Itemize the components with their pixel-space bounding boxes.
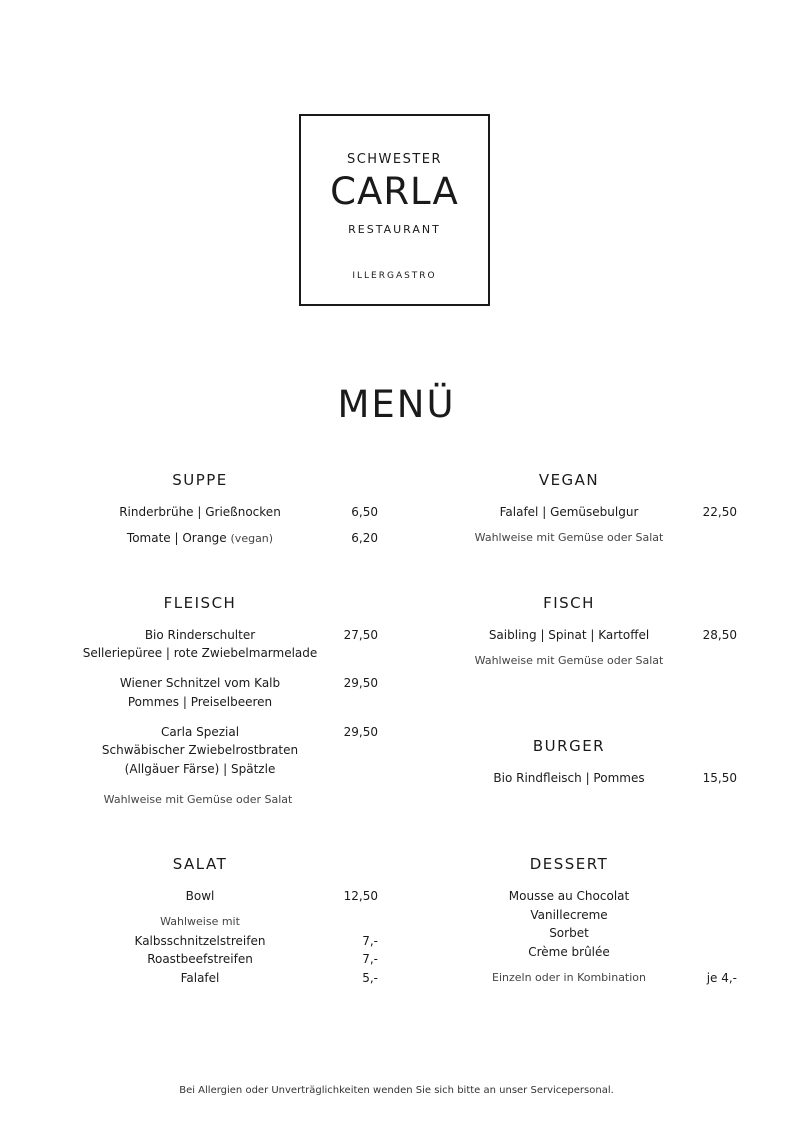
- menu-item-name: Bowl: [185, 889, 215, 903]
- extra-item-name: Kalbsschnitzelstreifen: [134, 934, 266, 948]
- menu-item-description: (Allgäuer Färse) | Spätzle: [124, 762, 276, 776]
- menu-item-price: 22,50: [702, 505, 737, 519]
- dessert-item: Mousse au Chocolat: [508, 889, 630, 903]
- menu-item-price: 27,50: [343, 628, 378, 642]
- menu-item-name: Carla Spezial: [160, 725, 240, 739]
- extra-item-price: 7,-: [362, 934, 378, 948]
- side-option-note: Wahlweise mit Gemüse oder Salat: [103, 793, 293, 806]
- menu-item-description: Pommes | Preiselbeeren: [127, 695, 273, 709]
- dessert-item: Sorbet: [549, 926, 589, 940]
- menu-item-price: 15,50: [702, 771, 737, 785]
- dessert-item: Crème brûlée: [528, 945, 610, 959]
- logo-line-schwester: SCHWESTER: [346, 152, 443, 167]
- side-option-note: Wahlweise mit Gemüse oder Salat: [474, 654, 664, 667]
- menu-item-price: 29,50: [343, 676, 378, 690]
- restaurant-logo: [299, 114, 490, 306]
- dessert-item: Vanillecreme: [530, 908, 608, 922]
- menu-item-price: 12,50: [343, 889, 378, 903]
- menu-item-price: 6,20: [351, 531, 378, 545]
- menu-item-name: Bio Rindfleisch | Pommes: [493, 771, 645, 785]
- menu-item: [80, 531, 320, 546]
- menu-item-name: Tomate | Orange: [126, 531, 227, 545]
- section-title-burger: BURGER: [532, 737, 606, 755]
- side-option-note: Wahlweise mit Gemüse oder Salat: [474, 531, 664, 544]
- allergy-notice: Bei Allergien oder Unverträglichkeiten wenden Sie sich bitte an unser Servicepersonal.: [179, 1085, 614, 1096]
- menu-item-description: Schwäbischer Zwiebelrostbraten: [101, 743, 299, 757]
- section-title-fleisch: FLEISCH: [163, 594, 237, 612]
- vegan-label: (vegan): [230, 532, 274, 545]
- menu-item-name: Bio Rinderschulter: [144, 628, 256, 642]
- logo-line-carla: CARLA: [330, 170, 459, 213]
- menu-item-price: 28,50: [702, 628, 737, 642]
- section-title-salat: SALAT: [172, 855, 228, 873]
- section-title-vegan: VEGAN: [538, 471, 600, 489]
- side-option-note: Wahlweise mit: [160, 915, 240, 928]
- extra-item-name: Roastbeefstreifen: [147, 952, 253, 966]
- section-title-dessert: DESSERT: [529, 855, 609, 873]
- section-title-suppe: SUPPE: [172, 471, 228, 489]
- menu-item-name: Wiener Schnitzel vom Kalb: [119, 676, 281, 690]
- menu-item-name: Falafel | Gemüsebulgur: [499, 505, 639, 519]
- menu-item-description: Selleriepüree | rote Zwiebelmarmelade: [82, 646, 318, 660]
- dessert-price: je 4,-: [706, 971, 737, 985]
- menu-item-price: 29,50: [343, 725, 378, 739]
- menu-item-name: Rinderbrühe | Grießnocken: [119, 505, 281, 519]
- menu-item-name: Saibling | Spinat | Kartoffel: [488, 628, 650, 642]
- extra-item-price: 7,-: [362, 952, 378, 966]
- page-title: MENÜ: [337, 383, 456, 426]
- logo-line-restaurant: RESTAURANT: [348, 223, 441, 236]
- extra-item-name: Falafel: [180, 971, 220, 985]
- dessert-note: Einzeln oder in Kombination: [492, 971, 646, 984]
- section-title-fisch: FISCH: [543, 594, 595, 612]
- menu-item-price: 6,50: [351, 505, 378, 519]
- extra-item-price: 5,-: [362, 971, 378, 985]
- logo-line-illergastro: ILLERGASTRO: [352, 271, 437, 281]
